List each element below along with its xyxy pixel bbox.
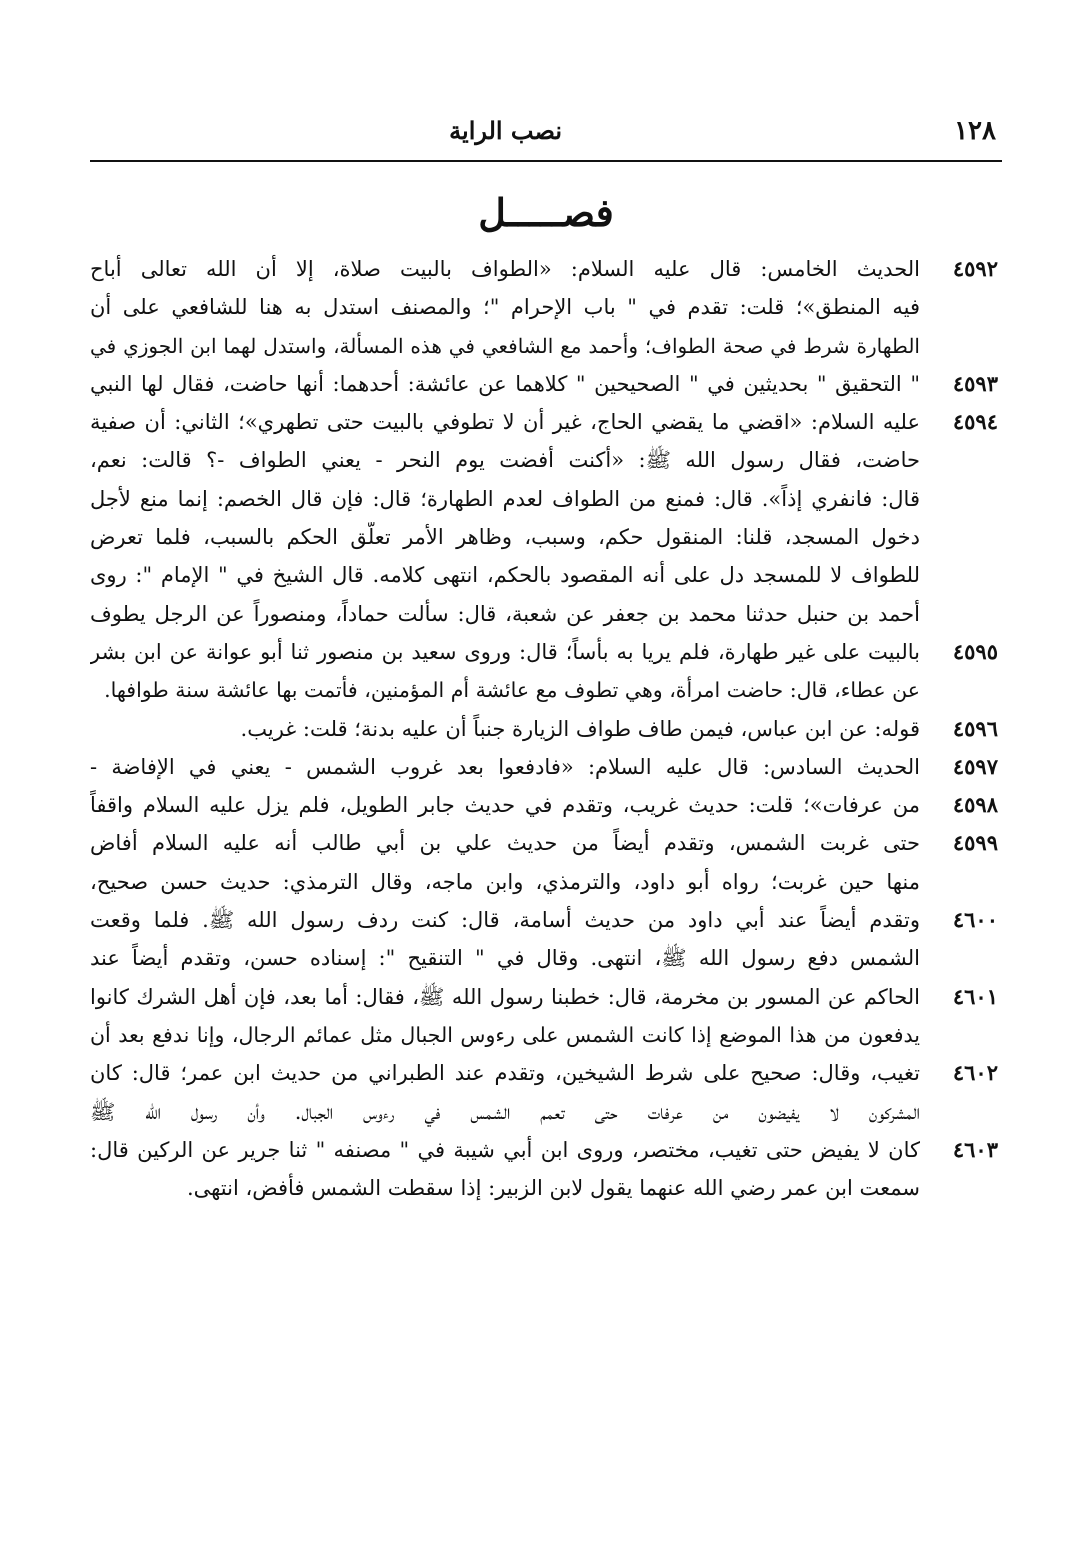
text-line (90, 939, 998, 977)
text-line (90, 748, 998, 786)
line-text: قال: فانفري إذاً». قال: فمنع من الطواف لعدم الطهارة؛ قال: فإن قال الخصم: إنما منع لأجل (90, 486, 920, 511)
hadith-number: ٤٥٩٧ (952, 753, 998, 779)
text-line (90, 518, 998, 556)
text-line (90, 403, 998, 441)
line-text: حاضت، فقال رسول الله ﷺ: «أكنت أفضت يوم النحر - يعني الطواف -؟ قالت: نعم، (90, 448, 920, 473)
line-text: المشركون لا يفيضون من عرفات حتى تعمم الشمس في رءوس الجبال. وأن رسول الله ﷺ (90, 1099, 920, 1124)
page-header (90, 112, 1002, 158)
hadith-number: ٤٥٩٨ (952, 792, 998, 818)
text-line (90, 1093, 998, 1131)
text-line (90, 710, 998, 748)
line-text: منها حين غربت؛ رواه أبو داود، والترمذي، وابن ماجه، وقال الترمذي: حديث حسن صحيح، (90, 869, 920, 894)
header-rule (90, 160, 1002, 162)
hadith-number: ٤٥٩٤ (952, 409, 998, 435)
line-text: للطواف لا للمسجد دل على أنه المقصود بالحكم، انتهى كلامه. قال الشيخ في " الإمام ": روى (90, 563, 920, 588)
line-text: قوله: عن ابن عباس، فيمن طاف طواف الزيارة جنباً أن عليه بدنة؛ قلت: غريب. (240, 716, 920, 741)
text-line (90, 1131, 998, 1169)
line-text: وتقدم أيضاً عند أبي داود من حديث أسامة، قال: كنت ردف رسول الله ﷺ. فلما وقعت (90, 908, 920, 933)
text-line (90, 480, 998, 518)
line-text: بالبيت على غير طهارة، فلم يريا به بأساً؛ قال: وروى سعيد بن منصور ثنا أبو عوانة عن ابن بشر (90, 639, 920, 664)
line-text: عليه السلام: «اقضي ما يقضي الحاج، غير أن لا تطوفي بالبيت حتى تطهري»؛ الثاني: أن صفية (90, 410, 920, 435)
hadith-number: ٤٥٩٣ (952, 370, 998, 396)
hadith-number: ٤٥٩٦ (952, 715, 998, 741)
hadith-number: ٤٦٠٣ (952, 1136, 998, 1162)
line-text: الشمس دفع رسول الله ﷺ، انتهى. وقال في " التنقيح ": إسناده حسن، وتقدم أيضاً عند (90, 946, 920, 971)
line-text: كان لا يفيض حتى تغيب، مختصر، وروى ابن أبي شيبة في " مصنفه " ثنا جرير عن الركين قال: (90, 1137, 920, 1162)
text-line (90, 863, 998, 901)
body-text (90, 250, 998, 1207)
line-text: عن عطاء، قال: حاضت امرأة، وهي تطوف مع عائشة أم المؤمنين، فأتمت بها عائشة سنة طوافها. (104, 678, 920, 703)
text-line (90, 1169, 998, 1207)
hadith-number: ٤٦٠٢ (952, 1060, 998, 1086)
hadith-number: ٤٦٠٠ (952, 907, 998, 933)
line-text: حتى غربت الشمس، وتقدم أيضاً من حديث علي بن أبي طالب أنه عليه السلام أفاض (90, 831, 920, 856)
hadith-number: ٤٥٩٢ (952, 256, 998, 281)
text-line (90, 633, 998, 671)
text-line (90, 786, 998, 824)
text-line (90, 250, 998, 288)
text-line (90, 671, 998, 709)
line-text: أحمد بن حنبل حدثنا محمد بن جعفر عن شعبة، قال: سألت حماداً، ومنصوراً عن الرجل يطوف (90, 601, 920, 626)
text-line (90, 901, 998, 939)
page-number: ١٢٨ (954, 116, 996, 146)
line-text: " التحقيق " بحديثين في " الصحيحين " كلاهما عن عائشة: أحدهما: أنها حاضت، فقال لها النبي (90, 371, 920, 396)
line-text: الطهارة شرط في صحة الطواف؛ وأحمد مع الشافعي في هذه المسألة، واستدل لهما ابن الجوزي في (90, 333, 920, 358)
section-title: فصـــــل (478, 190, 614, 235)
text-line (90, 978, 998, 1016)
line-text: من عرفات»؛ قلت: حديث غريب، وتقدم في حديث جابر الطويل، فلم يزل عليه السلام واقفاً (90, 793, 920, 818)
line-text: الحديث الخامس: قال عليه السلام: «الطواف بالبيت صلاة، إلا أن الله تعالى أباح (90, 257, 920, 281)
line-text: فيه المنطق»؛ قلت: تقدم في " باب الإحرام "؛ والمصنف استدل به هنا للشافعي على أن (90, 295, 920, 320)
text-line (90, 1016, 998, 1054)
hadith-number: ٤٦٠١ (952, 983, 998, 1009)
text-line (90, 556, 998, 594)
line-text: الحديث السادس: قال عليه السلام: «فادفعوا بعد غروب الشمس - يعني في الإفاضة - (90, 754, 920, 779)
line-text: الحاكم عن المسور بن مخرمة، قال: خطبنا رسول الله ﷺ، فقال: أما بعد، فإن أهل الشرك كانوا (90, 984, 920, 1009)
text-line (90, 595, 998, 633)
text-line (90, 1054, 998, 1092)
line-text: تغيب، وقال: صحيح على شرط الشيخين، وتقدم عند الطبراني من حديث ابن عمر؛ قال: كان (90, 1061, 920, 1086)
text-line (90, 327, 998, 365)
text-line (90, 824, 998, 862)
line-text: دخول المسجد، قلنا: المنقول حكم، وسبب، وظاهر الأمر تعلّق الحكم بالسبب، فلما تعرض (90, 525, 920, 550)
text-line (90, 288, 998, 326)
hadith-number: ٤٥٩٥ (952, 638, 998, 664)
hadith-number: ٤٥٩٩ (952, 830, 998, 856)
line-text: يدفعون من هذا الموضع إذا كانت الشمس على رءوس الجبال مثل عمائم الرجال، وإنا ندفع بعد أن (90, 1022, 920, 1047)
line-text: سمعت ابن عمر رضي الله عنهما يقول لابن الزبير: إذا سقطت الشمس فأفض، انتهى. (186, 1176, 920, 1201)
running-title: نصب الراية (449, 116, 562, 145)
text-line (90, 441, 998, 479)
text-line (90, 365, 998, 403)
